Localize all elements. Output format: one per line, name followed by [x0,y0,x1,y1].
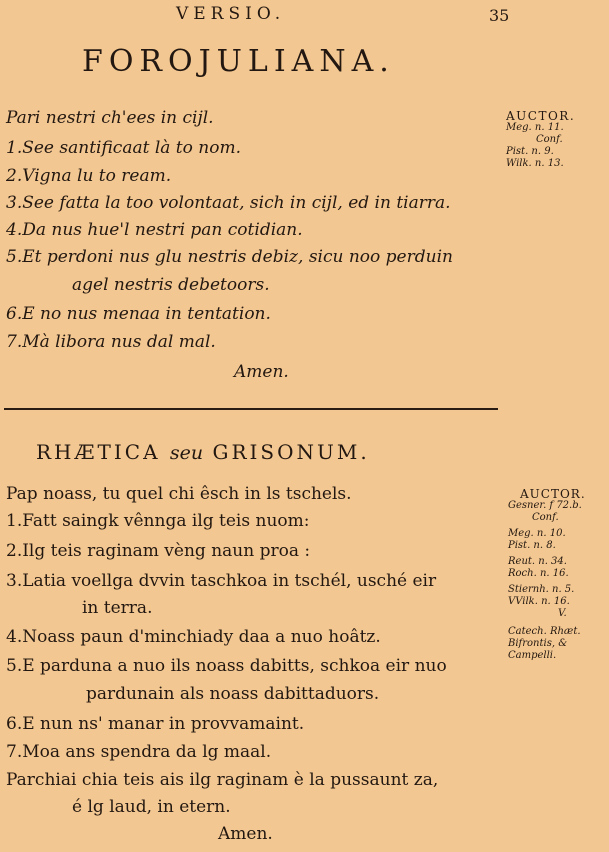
source-ref: Stiernh. n. 5. [508,584,575,595]
source-ref: V. [558,608,567,619]
source-ref: Catech. Rhæt. [508,626,581,637]
running-head [0,2,609,26]
source-ref: Roch. n. 16. [508,568,569,579]
text-line: 6.E no nus menaa in tentation. [6,304,271,324]
source-ref: Pist. n. 9. [506,146,554,157]
source-ref: Meg. n. 10. [508,528,566,539]
text-line: 4.Noass paun d'minchiady daa a nuo hoâtz. [6,627,381,647]
text-line: é lg laud, in etern. [72,797,231,817]
text-line: 7.Moa ans spendra da lg maal. [6,742,272,762]
margin-sources-forojuliana [506,110,606,170]
text-line: 6.E nun ns' manar in provvamaint. [6,714,305,734]
section-divider [4,408,498,410]
title-seu: seu [169,442,204,464]
source-ref: Conf. [532,512,559,523]
text-line: 4.Da nus hue'l nestri pan cotidian. [6,220,303,240]
text-line: 3.Latia voellga dvvin taschkoa in tschél, usché eir [6,571,437,591]
margin-sources-rhaetica [508,488,608,662]
section-title-rhaetica [36,440,370,464]
sources-heading: AUCTOR. [520,487,586,501]
text-line: in terra. [82,598,153,618]
source-ref: Wilk. n. 13. [506,158,564,169]
amen-line: Amen. [218,824,273,844]
text-line: 7.Mà libora nus dal mal. [6,332,216,352]
title-rhaetica: RHÆTICA [36,440,161,464]
section-title-forojuliana: FOROJULIANA. [82,44,395,79]
source-ref: Gesner. f 72.b. [508,500,582,511]
text-line: 3.See fatta la too volontaat, sich in cijl, ed in tiarra. [6,193,451,213]
source-ref: Meg. n. 11. [506,122,564,133]
text-line: Pari nestri ch'ees in cijl. [6,108,214,128]
source-ref: Campelli. [508,650,557,661]
text-line: 1.Fatt saingk vênnga ilg teis nuom: [6,511,310,531]
text-line: 5.Et perdoni nus glu nestris debiz, sicu noo perduin [6,247,453,267]
text-line: pardunain als noass dabittaduors. [86,684,380,704]
title-grisonum: GRISONUM. [212,440,370,464]
source-ref: Conf. [536,134,563,145]
text-line: 1.See santificaat là to nom. [6,138,241,158]
page-number: 35 [489,6,510,25]
amen-line: Amen. [234,362,289,382]
source-ref: Pist. n. 8. [508,540,556,551]
text-line: Pap noass, tu quel chi êsch in ls tschels. [6,484,352,504]
text-line: 2.Vigna lu to ream. [6,166,172,186]
text-line: Parchiai chia teis ais ilg raginam è la pussaunt za, [6,770,439,790]
text-line: 5.E parduna a nuo ils noass dabitts, schkoa eir nuo [6,656,447,676]
source-ref: VVilk. n. 16. [508,596,570,607]
text-line: agel nestris debetoors. [72,275,270,295]
source-ref: Bifrontis, & [508,638,568,649]
running-title: VERSIO. [176,4,286,24]
sources-heading: AUCTOR. [506,109,576,123]
source-ref: Reut. n. 34. [508,556,567,567]
text-line: 2.Ilg teis raginam vèng naun proa : [6,541,311,561]
